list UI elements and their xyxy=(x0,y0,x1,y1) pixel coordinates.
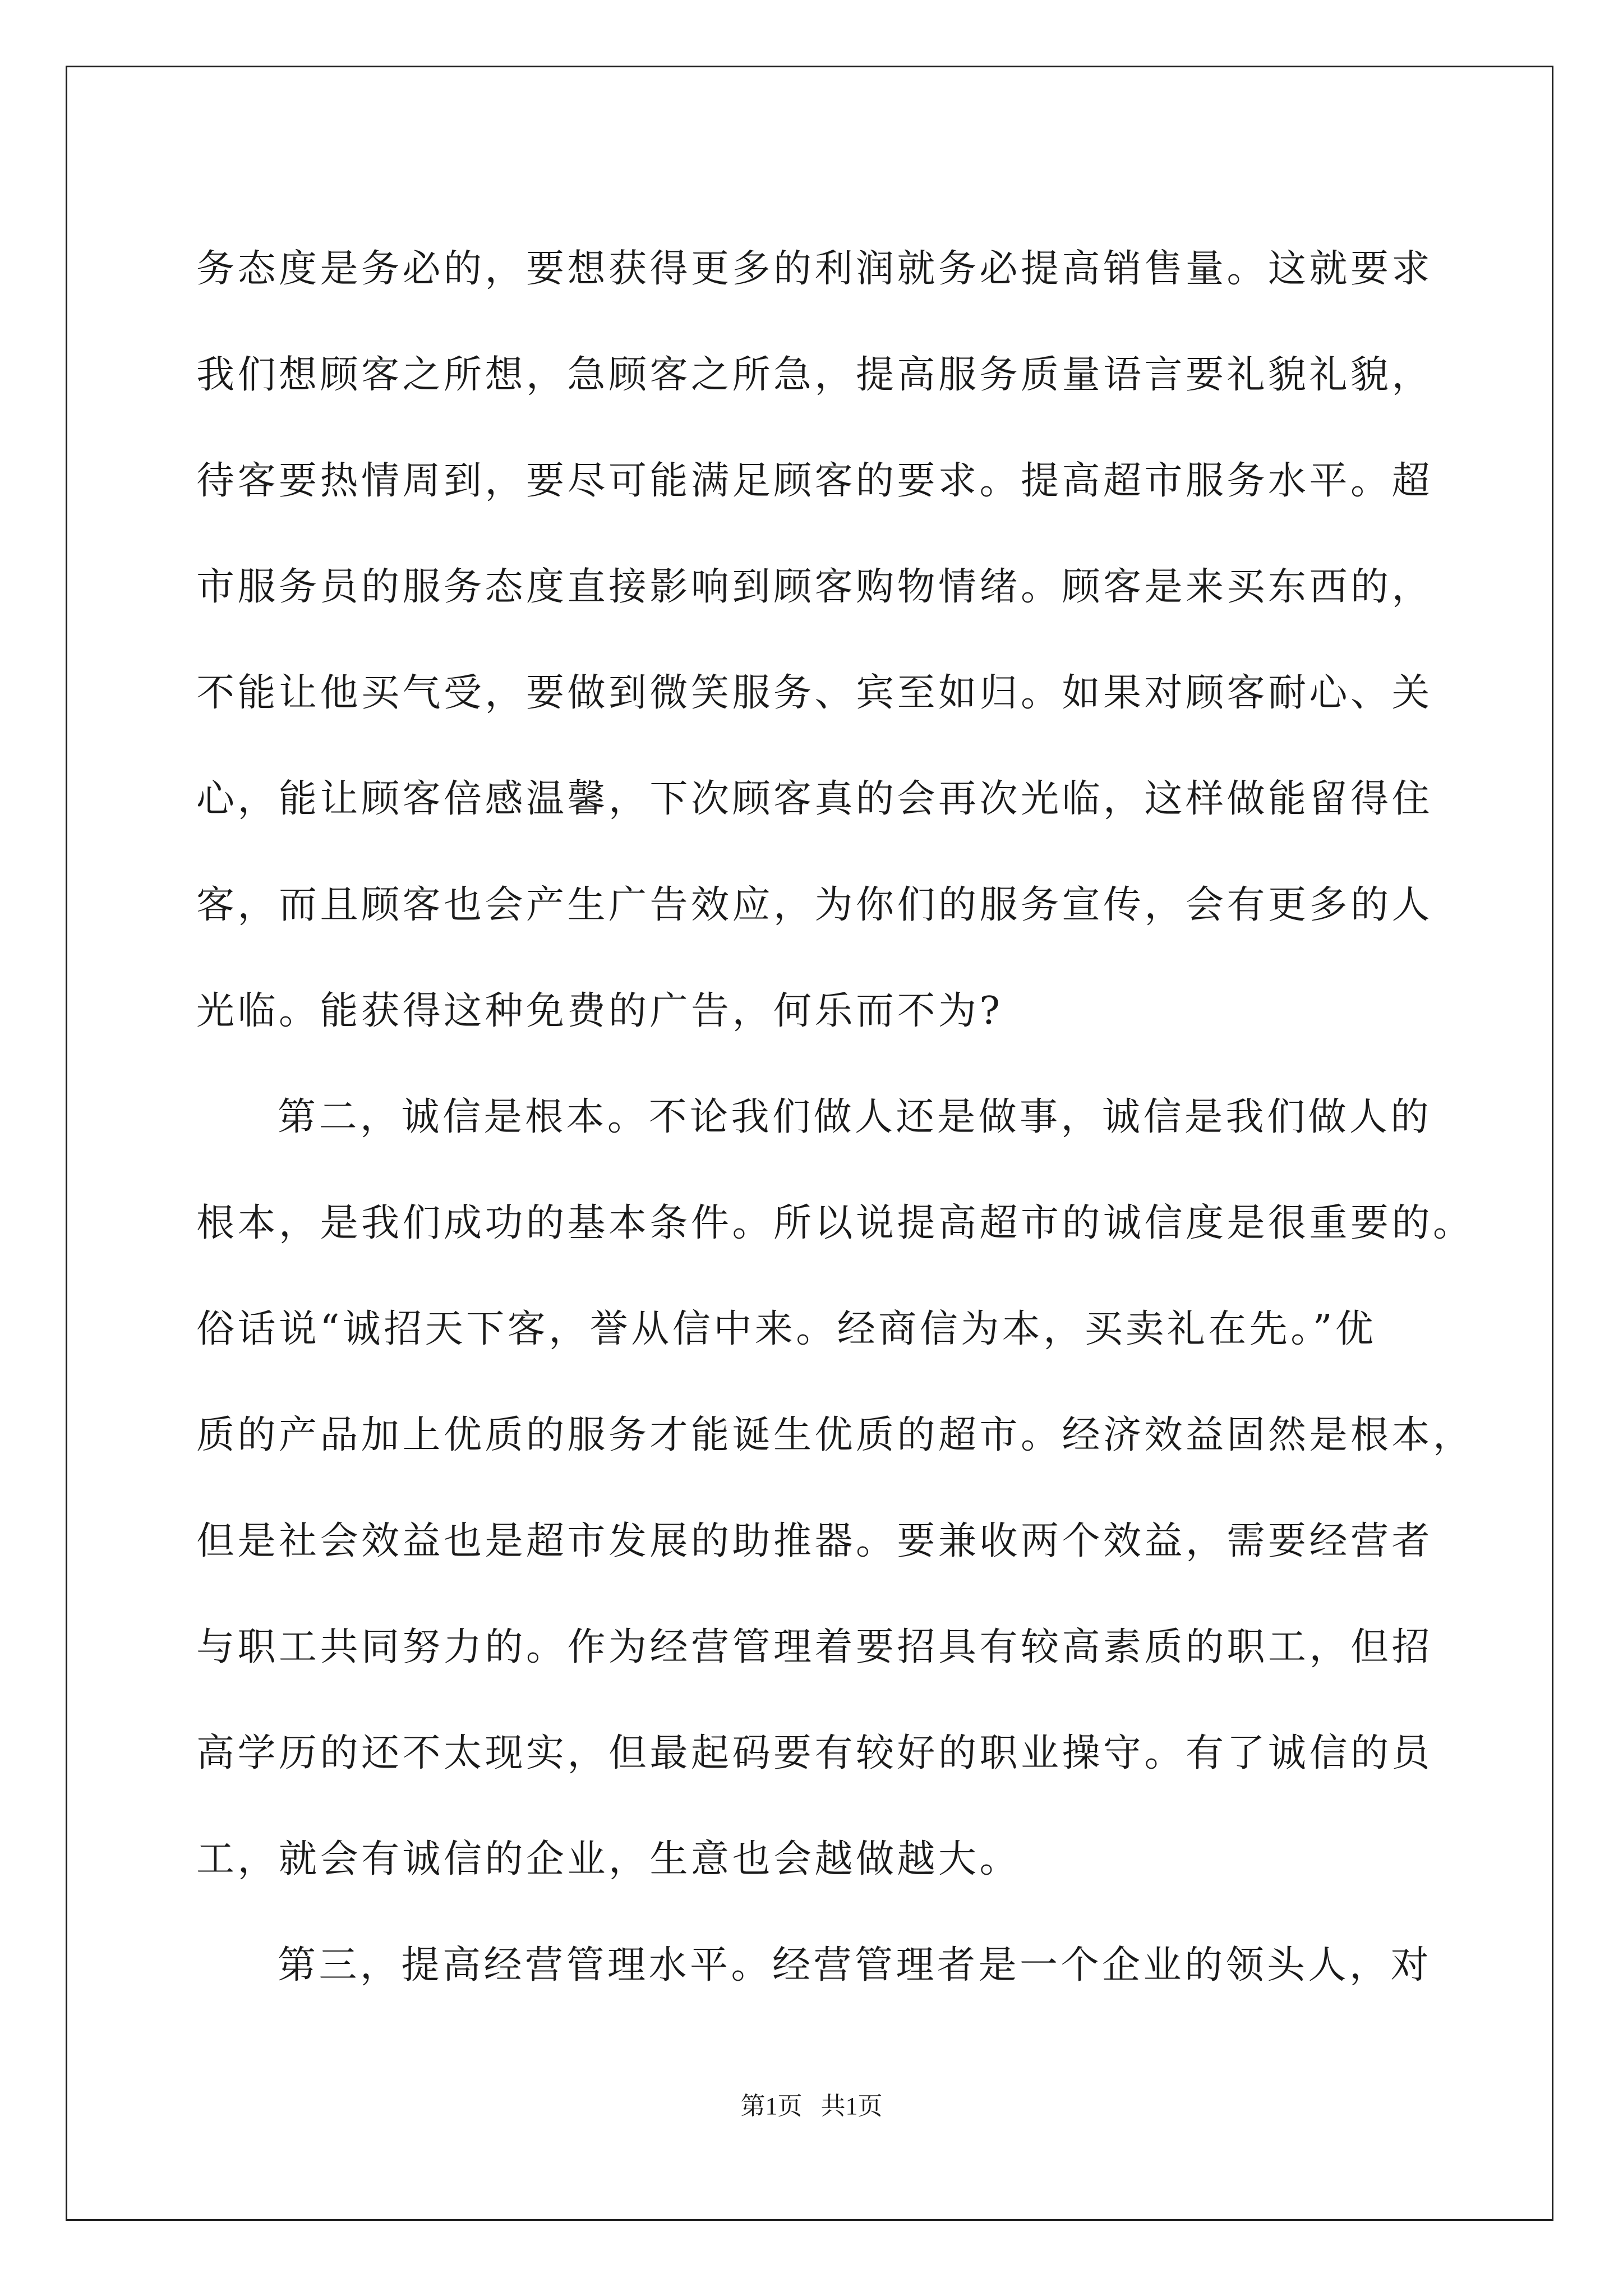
text-line: 但是社会效益也是超市发展的助推器。要兼收两个效益，需要经营者 xyxy=(196,1519,1433,1563)
text-line: 与职工共同努力的。作为经营管理着要招具有较高素质的职工，但招 xyxy=(196,1625,1433,1669)
text-line: 根本，是我们成功的基本条件。所以说提高超市的诚信度是很重要的。 xyxy=(196,1201,1474,1245)
text-line: 待客要热情周到，要尽可能满足顾客的要求。提高超市服务水平。超 xyxy=(196,459,1433,503)
text-line: 质的产品加上优质的服务才能诞生优质的超市。经济效益固然是根本， xyxy=(196,1413,1474,1457)
text-line: 高学历的还不太现实，但最起码要有较好的职业操守。有了诚信的员 xyxy=(196,1731,1433,1775)
text-line: 市服务员的服务态度直接影响到顾客购物情绪。顾客是来买东西的， xyxy=(196,565,1433,609)
text-line: 务态度是务必的，要想获得更多的利润就务必提高销售量。这就要求 xyxy=(196,247,1433,291)
paragraph-first-line: 第三，提高经营管理水平。经营管理者是一个企业的领头人，对 xyxy=(278,1943,1432,1987)
text-line: 不能让他买气受，要做到微笑服务、宾至如归。如果对顾客耐心、关 xyxy=(196,671,1433,715)
text-line: 工，就会有诚信的企业，生意也会越做越大。 xyxy=(196,1837,1021,1881)
text-line: 俗话说“诚招天下客，誉从信中来。经商信为本，买卖礼在先。”优 xyxy=(196,1307,1377,1351)
text-line: 客，而且顾客也会产生广告效应，为你们的服务宣传，会有更多的人 xyxy=(196,883,1433,927)
paragraph-first-line: 第二，诚信是根本。不论我们做人还是做事，诚信是我们做人的 xyxy=(278,1095,1432,1139)
text-line: 我们想顾客之所想，急顾客之所急，提高服务质量语言要礼貌礼貌， xyxy=(196,353,1433,397)
text-line: 光临。能获得这种免费的广告，何乐而不为? xyxy=(196,989,1003,1033)
page-number-footer: 第1页 共1页 xyxy=(740,2092,883,2120)
document-body xyxy=(196,216,1474,2018)
text-line: 心，能让顾客倍感温馨，下次顾客真的会再次光临，这样做能留得住 xyxy=(196,777,1433,821)
